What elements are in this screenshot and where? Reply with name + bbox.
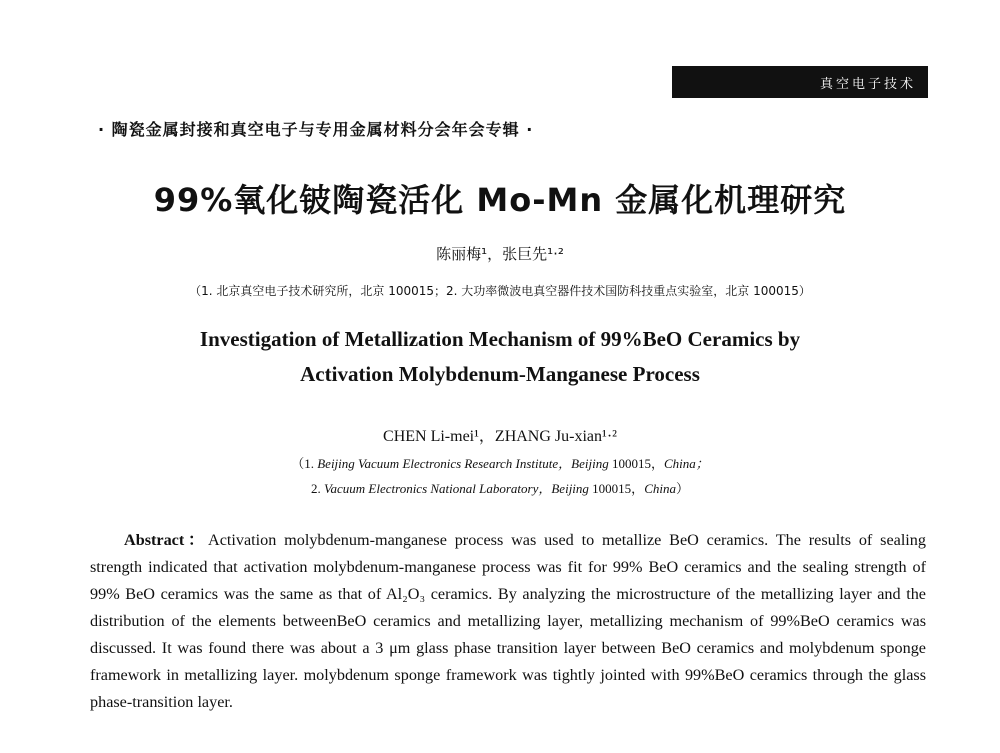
abstract-label: Abstract： <box>124 531 208 549</box>
affil-2-institution: Vacuum Electronics National Laboratory，Beijing <box>324 481 589 496</box>
chinese-affiliation: （1. 北京真空电子技术研究所，北京 100015；2. 大功率微波电真空器件技术国防科技重点实验室，北京 100015） <box>189 284 811 298</box>
journal-tag: 真空电子技术 <box>672 66 928 98</box>
abstract-text: Activation molybdenum-manganese process was used to metallize BeO ceramics. The results of sealing strength indicated that activation molybdenum-manganese process was fit for 99% BeO ceramics and the sealing strength of 99% BeO ceramics was the same as that of Al₂O₃ ceramics. By analyzing the microstructure of the metallizing layer and the distribution of the elements betweenBeO ceramics and metallizing layer, metallizing mechanism of 99%BeO ceramics was discussed. It was found there was about a 3 μm glass phase transition layer between BeO ceramics and molybdenum sponge framework in metallizing layer. molybdenum sponge framework was tightly jointed with 99%BeO ceramics through the glass phase-transition layer. <box>90 531 926 711</box>
affil-2-suffix: ） <box>675 481 689 496</box>
english-affiliation-2 <box>0 478 1000 497</box>
affil-2-prefix: 2. <box>311 481 324 496</box>
english-affiliation-1 <box>0 453 1000 472</box>
affil-1-prefix: （1. <box>291 456 318 471</box>
affil-2-country: China <box>644 481 676 496</box>
special-issue-heading: · 陶瓷金属封接和真空电子与专用金属材料分会年会专辑 · <box>98 120 534 139</box>
abstract-paragraph <box>90 527 926 716</box>
affil-1-country: China； <box>663 456 709 471</box>
english-title-line-2: Activation Molybdenum-Manganese Process <box>300 362 700 386</box>
affil-1-institution: Beijing Vacuum Electronics Research Institute，Beijing <box>317 456 609 471</box>
english-authors: CHEN Li-mei¹，ZHANG Ju-xian¹·² <box>383 428 617 445</box>
chinese-title: 99%氧化铍陶瓷活化 Mo-Mn 金属化机理研究 <box>153 181 847 219</box>
english-title-line-1: Investigation of Metallization Mechanism of 99%BeO Ceramics by <box>199 327 801 351</box>
affil-2-postcode: 100015， <box>588 481 645 496</box>
english-title <box>0 322 1000 392</box>
affil-1-postcode: 100015， <box>608 456 664 471</box>
chinese-authors: 陈丽梅¹，张巨先¹·² <box>436 245 564 263</box>
